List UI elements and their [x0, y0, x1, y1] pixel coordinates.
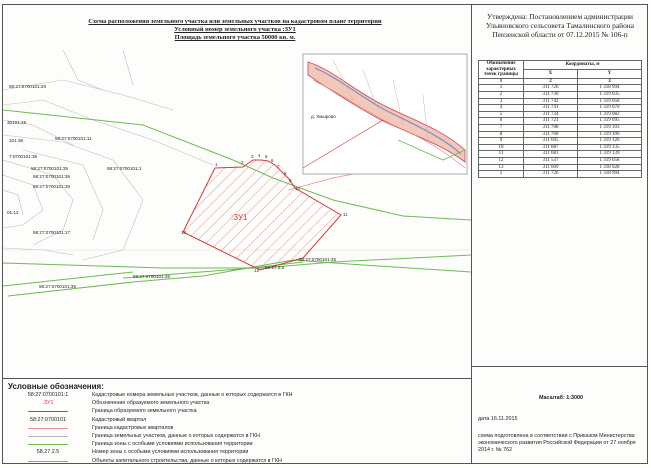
- x-cell: 311 741: [524, 105, 578, 112]
- point-13: 13: [181, 230, 187, 235]
- label-parcel-35-f: 58:27:0700101:35: [39, 284, 77, 289]
- y-cell: 1 319 070: [577, 105, 641, 112]
- col-num-3: 3: [577, 78, 641, 85]
- table-row: [479, 144, 642, 151]
- regulation-note: схема подготовлена в соответствии с Приказом Министерства экономического развития Российской Федерации от 27 ноября 2014 г. № 762: [478, 433, 636, 453]
- y-cell: 1 319 058: [577, 98, 641, 105]
- table-row: [479, 151, 642, 158]
- legend-item: [8, 457, 463, 465]
- scheme-title: [60, 18, 410, 42]
- table-row: [479, 171, 642, 178]
- y-cell: 1 319 135: [577, 144, 641, 151]
- legend-divider: [2, 378, 472, 379]
- legend-text: Обозначение образуемого земельного участка: [92, 400, 210, 407]
- point-cell: 6: [479, 118, 524, 125]
- x-cell: 311 609: [524, 164, 578, 171]
- title-line-2: Условный номер земельного участка :ЗУ1: [174, 26, 296, 33]
- point-8: 8: [284, 171, 287, 176]
- legend-symbol: 58:27:0700101: [30, 416, 66, 423]
- point-1: 1: [215, 162, 218, 167]
- y-cell: 1 319 139: [577, 151, 641, 158]
- y-cell: 1 319 035: [577, 91, 641, 98]
- x-cell: 311 700: [524, 131, 578, 138]
- table-row: [479, 98, 642, 105]
- title-line-1: Схема расположения земельного участка или земельных участков на кадастровом плане территории: [88, 18, 382, 25]
- coordinates-table: [478, 60, 642, 178]
- point-10: 10: [295, 186, 301, 191]
- point-11: 11: [343, 212, 348, 217]
- y-cell: 1 319 126: [577, 138, 641, 145]
- legend-text: Кадастровый квартал: [92, 416, 147, 423]
- x-cell: 311 695: [524, 138, 578, 145]
- legend-line-swatch: [28, 461, 68, 462]
- x-cell: 311 681: [524, 151, 578, 158]
- label-parcel-35-c: 58:27:0700101:35: [31, 166, 69, 171]
- legend-text: Граница земельных участков, данные о которых содержатся в ГКН: [92, 433, 260, 439]
- point-cell: 13: [479, 164, 524, 171]
- table-row: [479, 118, 642, 125]
- legend-item: [8, 416, 463, 424]
- legend-line-swatch: [28, 428, 68, 429]
- parcel-zu1: [183, 160, 341, 270]
- legend-text: Граница образуемого земельного участка: [92, 408, 197, 415]
- scheme-footer: [478, 395, 644, 454]
- legend-line-swatch: [28, 436, 68, 437]
- x-cell: 311 730: [524, 91, 578, 98]
- col-coords-header: Координаты, м: [524, 61, 642, 70]
- col-points-header: Обозначение характерных точек границы: [479, 61, 524, 79]
- legend-item: [8, 399, 463, 407]
- legend-text: Граница зоны с особыми условиями использования территории: [92, 441, 253, 448]
- inset-map: [303, 54, 467, 174]
- approval-header: Утверждена: Постановлением администрации Ульяновского сельсовета Тамалинского района Пензенской области от 07.12.2015 № 106-п: [485, 12, 635, 39]
- legend-text: Объекты капитального строительства, данные о которых содержатся в ГКН: [92, 457, 282, 464]
- title-line-3: Площадь земельного участка 50000 кв. м.: [174, 34, 296, 41]
- label-parcel-35-e: 58:27:0700101:35: [299, 257, 337, 262]
- col-num-1: 1: [479, 78, 524, 85]
- y-cell: 1 319 106: [577, 131, 641, 138]
- label-parcel-1: 58:27:0700101:1: [107, 166, 142, 171]
- y-cell: 1 319 103: [577, 124, 641, 131]
- x-cell: 311 537: [524, 157, 578, 164]
- point-2: 2: [241, 160, 244, 165]
- point-cell: 7: [479, 124, 524, 131]
- scale-label: Масштаб: 1:3000: [538, 395, 584, 401]
- coordinates-body: [479, 85, 642, 177]
- table-row: [479, 164, 642, 171]
- table-row: [479, 91, 642, 98]
- point-12: 12: [254, 268, 260, 273]
- x-cell: 311 708: [524, 124, 578, 131]
- col-x-header: X: [524, 69, 578, 78]
- legend-line-swatch: [28, 411, 68, 412]
- legend-item: [8, 391, 463, 399]
- label-parcel-11: 58:27:0700101:11: [55, 136, 92, 141]
- legend-text: Граница кадастровых кварталов: [92, 424, 174, 431]
- point-cell: 10: [479, 144, 524, 151]
- label-parcel-17: 58:27:0700101:17: [33, 230, 71, 235]
- label-parcel-36-b: 58:27:0700101:36: [33, 174, 71, 179]
- label-parcel-35-d: 58:27:0700101:35: [33, 184, 71, 189]
- legend-symbol: :ЗУ1: [42, 400, 54, 407]
- y-cell: 1 319 095: [577, 118, 641, 125]
- table-row: [479, 131, 642, 138]
- point-9: 9: [289, 178, 292, 183]
- table-row: [479, 111, 642, 118]
- legend-item: [8, 432, 463, 440]
- table-row: [479, 124, 642, 131]
- legend-symbol: 58.27.2.5: [36, 449, 60, 456]
- x-cell: 311 721: [524, 118, 578, 125]
- y-cell: 1 319 082: [577, 111, 641, 118]
- parcel-label: :ЗУ1: [231, 213, 248, 222]
- legend-item: [8, 448, 463, 456]
- y-cell: 1 318 994: [577, 85, 641, 92]
- point-cell: 3: [479, 98, 524, 105]
- table-row: [479, 157, 642, 164]
- legend-line-swatch: [28, 444, 68, 445]
- date-label: дата 16.11.2015: [478, 416, 518, 422]
- x-cell: 311 742: [524, 98, 578, 105]
- point-cell: 12: [479, 157, 524, 164]
- label-parcel-20: 58:27:0700101:20: [9, 84, 47, 89]
- col-y-header: Y: [577, 69, 641, 78]
- point-cell: 11: [479, 151, 524, 158]
- label-parcel-12: 01:12: [7, 210, 19, 215]
- legend-text: Номер зоны с особыми условиями использования территории: [92, 449, 249, 456]
- label-zone: 58.27.2.5: [265, 265, 285, 270]
- legend-item: [8, 407, 463, 415]
- point-6: 6: [271, 158, 274, 163]
- x-cell: 311 726: [524, 85, 578, 92]
- point-5: 5: [265, 154, 268, 159]
- point-cell: 2: [479, 91, 524, 98]
- col-num-2: 2: [524, 78, 578, 85]
- table-row: [479, 105, 642, 112]
- y-cell: 1 319 058: [577, 157, 641, 164]
- x-cell: 311 726: [524, 171, 578, 178]
- legend-title: Условные обозначения:: [8, 382, 104, 391]
- legend-item: [8, 440, 463, 448]
- cadastral-map: [3, 50, 471, 376]
- x-cell: 311 687: [524, 144, 578, 151]
- legend-symbol: 58:27:0700101:1: [27, 392, 69, 398]
- label-parcel-36-c: 58:27:0700101:36: [133, 274, 171, 279]
- point-cell: 5: [479, 111, 524, 118]
- table-row: [479, 85, 642, 92]
- y-cell: 1 318 928: [577, 164, 641, 171]
- point-7: 7: [277, 164, 280, 169]
- point-cell: 1: [479, 171, 524, 178]
- point-cell: 8: [479, 131, 524, 138]
- label-parcel-35-a: 30101:35: [7, 120, 27, 125]
- label-parcel-35-b: 7:0700101:35: [9, 154, 38, 159]
- point-4: 4: [258, 153, 261, 158]
- right-divider: [472, 366, 648, 367]
- point-cell: 4: [479, 105, 524, 112]
- label-parcel-36-a: 101:36: [9, 138, 24, 143]
- point-3: 3: [251, 154, 254, 159]
- y-cell: 1 318 994: [577, 171, 641, 178]
- point-cell: 9: [479, 138, 524, 145]
- legend-text: Кадастровые номера земельных участков, данные о которых содержатся в ГКН: [92, 392, 293, 398]
- village-label: д. Хмырово: [311, 114, 336, 119]
- legend-item: [8, 424, 463, 432]
- table-row: [479, 138, 642, 145]
- x-cell: 311 734: [524, 111, 578, 118]
- point-cell: 1: [479, 85, 524, 92]
